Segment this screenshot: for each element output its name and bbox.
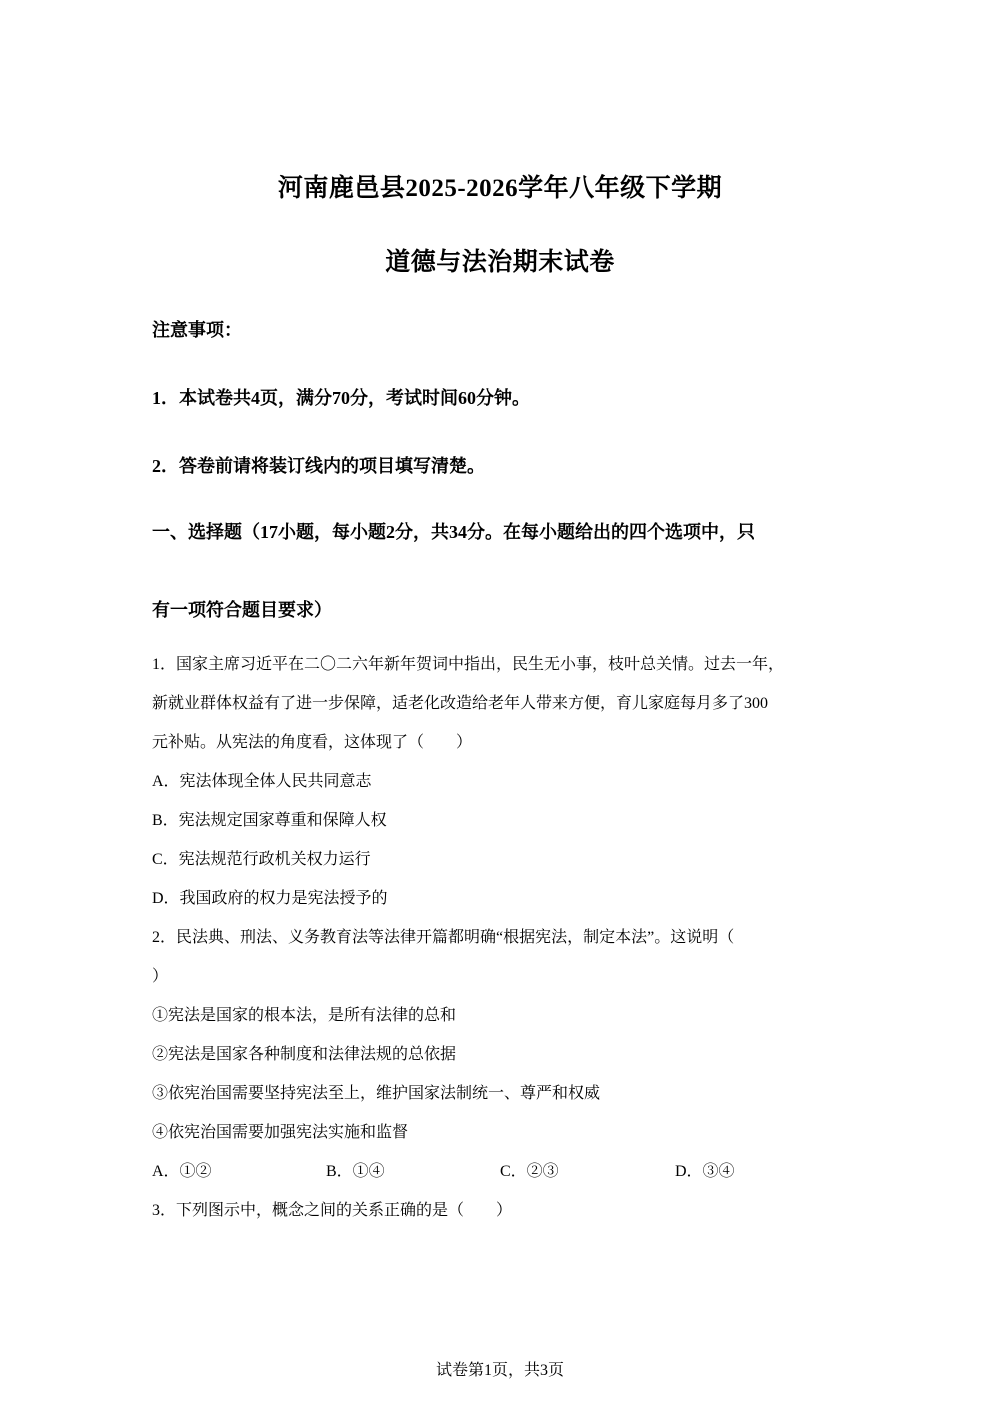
question-1-option-d: D．我国政府的权力是宪法授予的	[152, 890, 388, 907]
notice-item-1: 1．本试卷共4页，满分70分，考试时间60分钟。	[152, 388, 530, 408]
exam-title-line1: 河南鹿邑县2025-2026学年八年级下学期	[277, 175, 723, 202]
exam-title-line2: 道德与法治期末试卷	[385, 249, 615, 276]
question-1-stem-line: 新就业群体权益有了进一步保障，适老化改造给老年人带来方便，育儿家庭每月多了300	[152, 695, 769, 712]
question-2-option-b: B．①④	[326, 1163, 385, 1180]
notice-item-2: 2．答卷前请将装订线内的项目填写清楚。	[152, 456, 485, 476]
question-3-stem: 3．下列图示中，概念之间的关系正确的是（ ）	[152, 1202, 513, 1219]
question-2-statement-1: ①宪法是国家的根本法，是所有法律的总和	[152, 1007, 457, 1024]
question-2-statement-3: ③依宪治国需要坚持宪法至上，维护国家法制统一、尊严和权威	[152, 1085, 601, 1102]
question-1-stem-line: 1．国家主席习近平在二〇二六年新年贺词中指出，民生无小事，枝叶总关情。过去一年，	[152, 656, 785, 673]
question-1-stem-line: 元补贴。从宪法的角度看，这体现了（ ）	[152, 734, 473, 751]
question-2-statement-2: ②宪法是国家各种制度和法律法规的总依据	[152, 1046, 457, 1063]
notice-heading: 注意事项：	[152, 320, 242, 340]
question-2-statement-4: ④依宪治国需要加强宪法实施和监督	[152, 1124, 409, 1141]
question-2-option-d: D．③④	[675, 1163, 735, 1180]
question-1-option-c: C．宪法规范行政机关权力运行	[152, 851, 371, 868]
section-heading-line2: 有一项符合题目要求）	[152, 600, 332, 620]
question-2-stem-line: ）	[152, 968, 169, 985]
question-2-stem-line: 2．民法典、刑法、义务教育法等法律开篇都明确“根据宪法，制定本法”。这说明（	[152, 929, 735, 946]
question-2-option-c: C．②③	[500, 1163, 559, 1180]
page-footer: 试卷第1页，共3页	[435, 1362, 564, 1379]
section-heading-line1: 一、选择题（17小题，每小题2分，共34分。在每小题给出的四个选项中，只	[152, 522, 755, 542]
question-2-option-a: A．①②	[152, 1163, 212, 1180]
question-1-option-a: A．宪法体现全体人民共同意志	[152, 773, 372, 790]
question-1-option-b: B．宪法规定国家尊重和保障人权	[152, 812, 387, 829]
